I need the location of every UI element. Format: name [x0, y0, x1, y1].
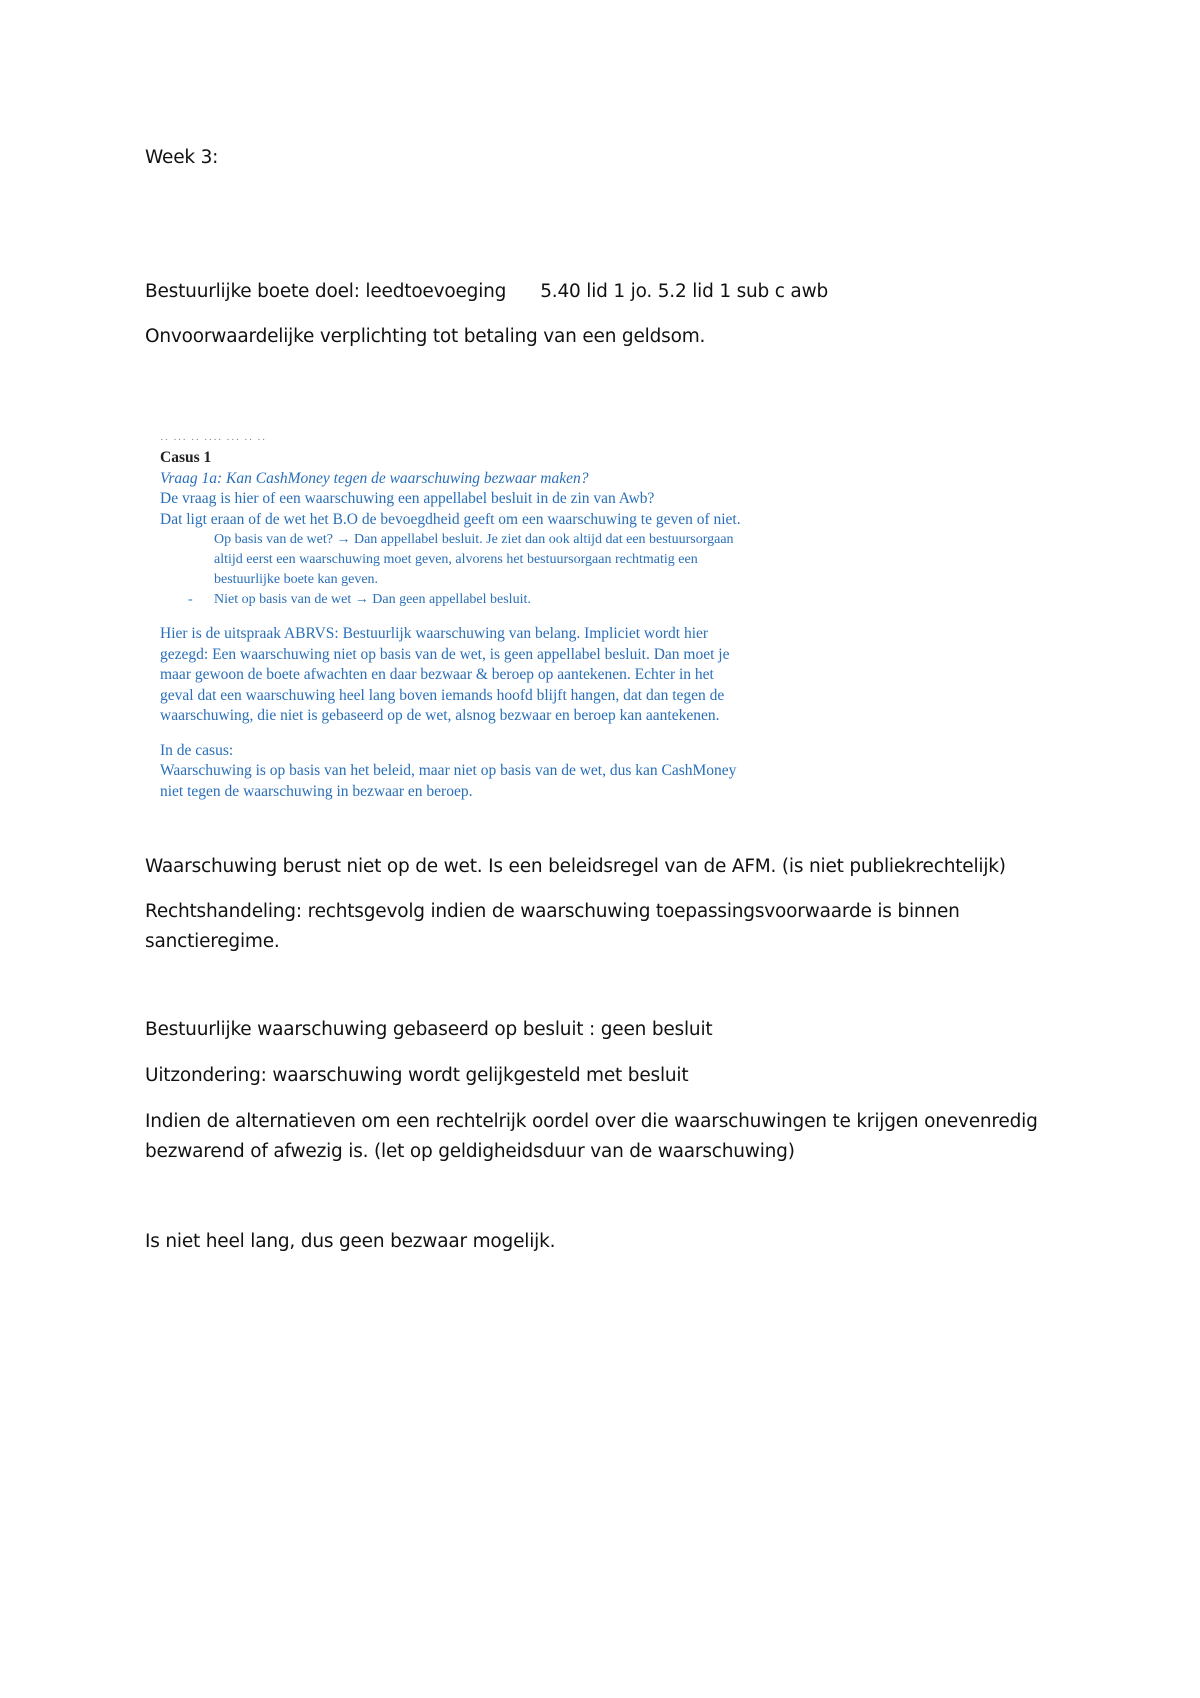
excerpt-line: maar gewoon de boete afwachten en daar bezwaar & beroep op aantekenen. Echter in het	[160, 666, 714, 683]
bullet-text: Niet op basis van de wet → Dan geen appellabel besluit.	[214, 592, 531, 607]
excerpt-line: Hier is de uitspraak ABRVS: Bestuurlijk waarschuwing van belang. Impliciet wordt hier	[160, 625, 709, 642]
excerpt-bullet	[188, 590, 840, 610]
bestuurlijke-waarschuwing-line: Bestuurlijke waarschuwing gebaseerd op besluit : geen besluit	[145, 1019, 713, 1040]
excerpt-line: Dat ligt eraan of de wet het B.O de bevoegdheid geeft om een waarschuwing te geven of niet.	[160, 510, 741, 528]
excerpt-indent-line: bestuurlijke boete kan geven.	[214, 572, 379, 587]
waarschuwing-line: Waarschuwing berust niet op de wet. Is een beleidsregel van de AFM. (is niet publiekrechtelijk)	[145, 856, 1006, 877]
verplichting-line: Onvoorwaardelijke verplichting tot betaling van een geldsom.	[145, 326, 706, 347]
uitzondering-line: Uitzondering: waarschuwing wordt gelijkgesteld met besluit	[145, 1065, 689, 1086]
casus-excerpt-image	[160, 434, 840, 828]
indien-paragraph: Indien de alternatieven om een rechtelrijk oordel over die waarschuwingen te krijgen onevenredig bezwarend of afwezig is. (let op geldigheidsduur van de waarschuwing)	[145, 1111, 1038, 1162]
boete-doel-line	[145, 277, 828, 307]
cropped-line-top: ·· ··· ·· ···· ··· ·· ··	[160, 434, 267, 446]
excerpt-line: niet tegen de waarschuwing in bezwaar en beroep.	[160, 782, 473, 800]
excerpt-line: De vraag is hier of een waarschuwing een appellabel besluit in de zin van Awb?	[160, 490, 655, 507]
casus-title: Casus 1	[160, 449, 212, 466]
excerpt-indent-line: altijd eerst een waarschuwing moet geven, alvorens het bestuursorgaan rechtmatig een	[214, 552, 698, 567]
excerpt-paragraph-casus	[160, 741, 840, 803]
excerpt-line: In de casus:	[160, 741, 234, 759]
article-reference: 5.40 lid 1 jo. 5.2 lid 1 sub c awb	[540, 281, 829, 302]
excerpt-line: geval dat een waarschuwing heel lang boven iemands hoofd blijft hangen, dat dan tegen de	[160, 686, 725, 704]
casus-question: Vraag 1a: Kan CashMoney tegen de waarschuwing bezwaar maken?	[160, 469, 589, 487]
excerpt-line: waarschuwing, die niet is gebaseerd op de wet, alsnog bezwaar en beroep kan aantekenen.	[160, 707, 720, 724]
bullet-mark: -	[188, 592, 193, 607]
conclusion-line: Is niet heel lang, dus geen bezwaar mogelijk.	[145, 1231, 556, 1252]
excerpt-line: Waarschuwing is op basis van het beleid, maar niet op basis van de wet, dus kan CashMoney	[160, 762, 737, 779]
excerpt-paragraph-abrvs	[160, 624, 840, 727]
rechtshandeling-paragraph: Rechtshandeling: rechtsgevolg indien de waarschuwing toepassingsvoorwaarde is binnen sanctieregime.	[145, 901, 960, 952]
excerpt-indent-line: Op basis van de wet? → Dan appellabel besluit. Je ziet dan ook altijd dat een bestuursorgaan	[214, 532, 734, 547]
boete-doel-text: Bestuurlijke boete doel: leedtoevoeging	[145, 281, 507, 302]
excerpt-line: gezegd: Een waarschuwing niet op basis van de wet, is geen appellabel besluit. Dan moet je	[160, 645, 730, 663]
week-heading: Week 3:	[145, 147, 219, 168]
